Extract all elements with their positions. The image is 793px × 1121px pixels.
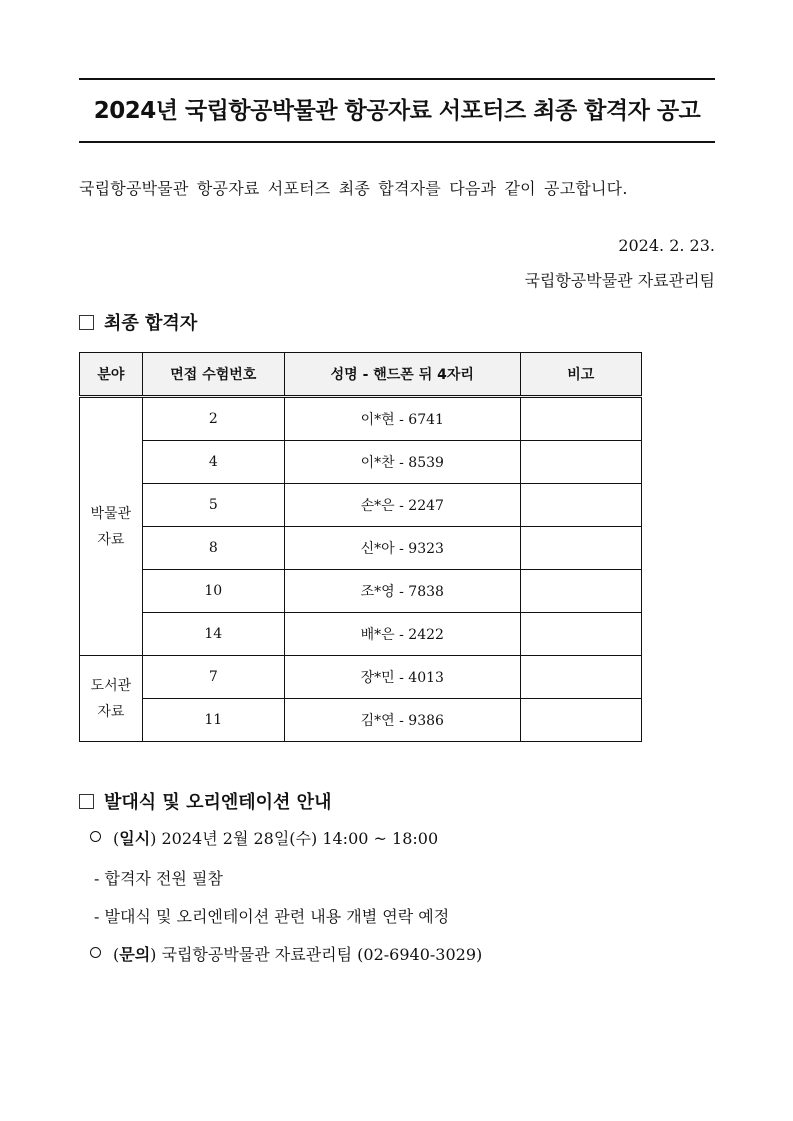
name-phone-cell: 장*민 - 4013 bbox=[284, 656, 520, 699]
table-row bbox=[80, 699, 642, 742]
name-phone-cell: 이*찬 - 8539 bbox=[284, 441, 520, 484]
results-table bbox=[79, 352, 642, 742]
announcement-date: 2024. 2. 23. bbox=[618, 236, 715, 255]
exam-number-cell: 7 bbox=[142, 656, 284, 699]
name-phone-cell: 조*영 - 7838 bbox=[284, 570, 520, 613]
table-row bbox=[80, 441, 642, 484]
note-cell bbox=[520, 613, 641, 656]
exam-number-cell: 8 bbox=[142, 527, 284, 570]
circle-bullet-icon bbox=[90, 947, 101, 958]
section-heading-orientation bbox=[79, 788, 331, 814]
name-phone-cell: 이*현 - 6741 bbox=[284, 397, 520, 441]
section-heading-final-results bbox=[79, 309, 197, 335]
intro-text: 국립항공박물관 항공자료 서포터즈 최종 합격자를 다음과 같이 공고합니다. bbox=[79, 179, 628, 198]
table-row bbox=[80, 527, 642, 570]
schedule-label: 일시 bbox=[119, 829, 151, 848]
note-cell bbox=[520, 397, 641, 441]
page-title: 2024년 국립항공박물관 항공자료 서포터즈 최종 합격자 공고 bbox=[93, 98, 701, 124]
note-cell bbox=[520, 699, 641, 742]
field-label-line2: 자료 bbox=[97, 531, 125, 548]
note-cell bbox=[520, 656, 641, 699]
list-item: - 발대식 및 오리엔테이션 관련 내용 개별 연락 예정 bbox=[94, 907, 450, 926]
header-exam-number: 면접 수험번호 bbox=[142, 353, 284, 397]
note-cell bbox=[520, 484, 641, 527]
exam-number-cell: 2 bbox=[142, 397, 284, 441]
issuing-team: 국립항공박물관 자료관리팀 bbox=[524, 271, 715, 290]
checkbox-square-icon bbox=[79, 794, 94, 809]
header-name-phone: 성명 - 핸드폰 뒤 4자리 bbox=[284, 353, 520, 397]
exam-number-cell: 11 bbox=[142, 699, 284, 742]
field-cell-museum bbox=[80, 397, 143, 656]
section-heading-label: 최종 합격자 bbox=[104, 313, 198, 334]
table-header-row bbox=[80, 353, 642, 397]
exam-number-cell: 5 bbox=[142, 484, 284, 527]
circle-bullet-icon bbox=[90, 831, 101, 842]
top-rule bbox=[79, 78, 715, 80]
table-row bbox=[80, 397, 642, 441]
note-cell bbox=[520, 441, 641, 484]
section-heading-label: 발대식 및 오리엔테이션 안내 bbox=[104, 792, 332, 813]
header-note: 비고 bbox=[520, 353, 641, 397]
field-label-line2: 자료 bbox=[97, 703, 125, 720]
contact-label: 문의 bbox=[119, 945, 151, 964]
checkbox-square-icon bbox=[79, 315, 94, 330]
schedule-line: (일시) 2024년 2월 28일(수) 14:00 ~ 18:00 bbox=[90, 826, 438, 849]
field-cell-library bbox=[80, 656, 143, 742]
list-item: - 합격자 전원 필참 bbox=[94, 869, 223, 888]
exam-number-cell: 4 bbox=[142, 441, 284, 484]
table-row bbox=[80, 613, 642, 656]
name-phone-cell: 신*아 - 9323 bbox=[284, 527, 520, 570]
exam-number-cell: 10 bbox=[142, 570, 284, 613]
name-phone-cell: 김*연 - 9386 bbox=[284, 699, 520, 742]
table-row bbox=[80, 484, 642, 527]
contact-value: 국립항공박물관 자료관리팀 (02-6940-3029) bbox=[161, 945, 483, 964]
contact-line: (문의) 국립항공박물관 자료관리팀 (02-6940-3029) bbox=[90, 942, 482, 965]
name-phone-cell: 배*은 - 2422 bbox=[284, 613, 520, 656]
field-label-line1: 박물관 bbox=[90, 505, 132, 522]
schedule-value: 2024년 2월 28일(수) 14:00 ~ 18:00 bbox=[161, 829, 439, 848]
header-field: 분야 bbox=[80, 353, 143, 397]
note-cell bbox=[520, 527, 641, 570]
table-row bbox=[80, 656, 642, 699]
title-bottom-rule bbox=[79, 141, 715, 143]
table-row bbox=[80, 570, 642, 613]
field-label-line1: 도서관 bbox=[90, 677, 132, 694]
note-cell bbox=[520, 570, 641, 613]
name-phone-cell: 손*은 - 2247 bbox=[284, 484, 520, 527]
exam-number-cell: 14 bbox=[142, 613, 284, 656]
